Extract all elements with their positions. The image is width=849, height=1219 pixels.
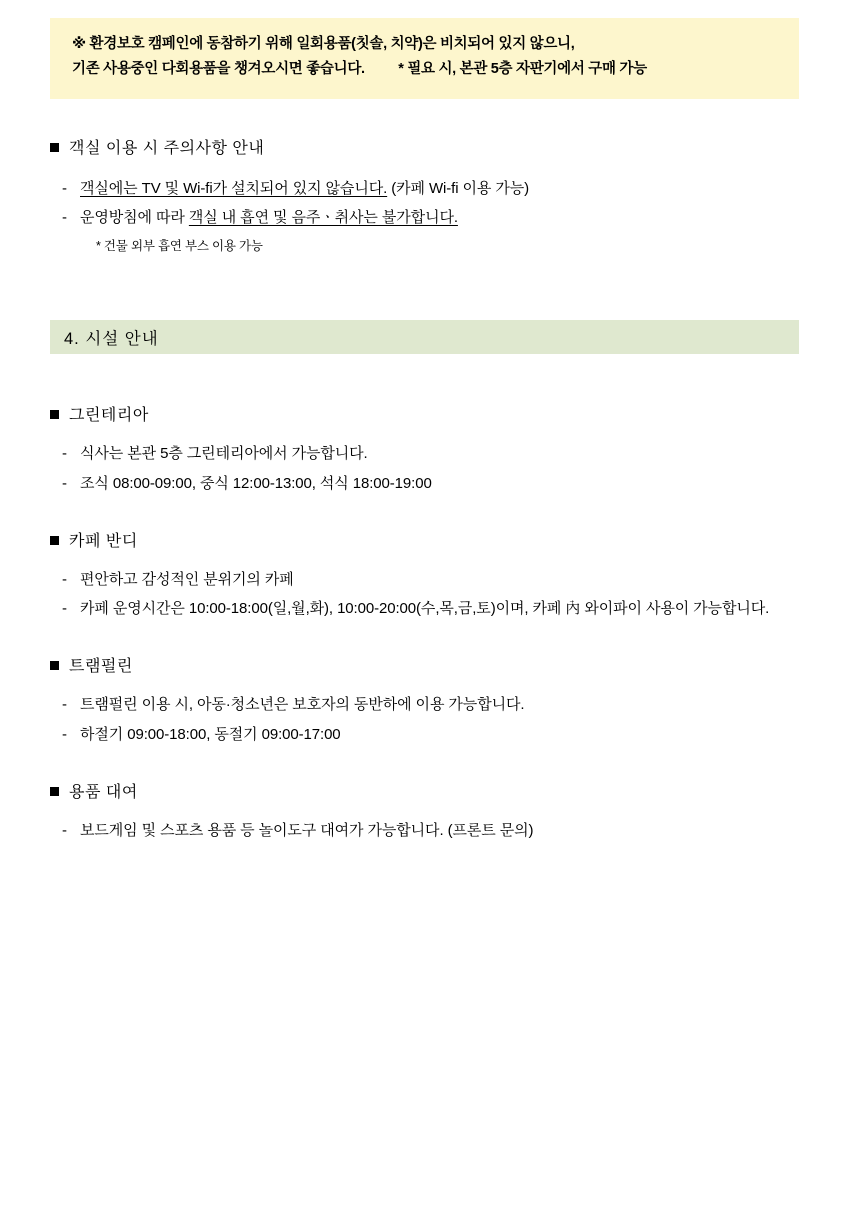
eco-notice-line-2	[72, 57, 777, 82]
facility-list	[62, 565, 799, 624]
dash-bullet-icon: -	[62, 600, 67, 617]
list-item	[62, 439, 799, 468]
square-bullet-icon	[50, 143, 59, 152]
dash-bullet-icon: -	[62, 570, 67, 588]
section-heading-room-notice	[50, 135, 799, 158]
list-item	[62, 565, 799, 594]
chapter-heading-facilities: 4. 시설 안내	[50, 320, 799, 354]
list-item-text: 하절기 09:00-18:00, 동절기 09:00-17:00	[80, 725, 341, 743]
square-bullet-icon	[50, 661, 59, 670]
list-item	[62, 816, 799, 845]
room-notice-list	[62, 174, 799, 255]
list-item-text	[80, 174, 799, 203]
document-page	[0, 18, 849, 1219]
list-item	[62, 174, 799, 203]
list-item-text: 카페 운영시간은 10:00-18:00(일,월,화), 10:00-20:00(수,목,금,토)이며, 카페 內 와이파이 사용이 가능합니다.	[80, 600, 770, 617]
list-item-text: 트램펄린 이용 시, 아동·청소년은 보호자의 동반하에 이용 가능합니다.	[80, 696, 525, 714]
facility-block	[50, 402, 799, 498]
list-item-text	[80, 203, 799, 232]
list-item-prefix: 운영방침에 따라	[80, 209, 189, 226]
eco-notice-line-2-main: 기존 사용중인 다회용품을 챙겨오시면 좋습니다.	[72, 61, 365, 78]
list-item	[62, 720, 799, 749]
list-item	[62, 203, 799, 232]
dash-bullet-icon: -	[62, 474, 67, 492]
facility-list	[62, 690, 799, 749]
room-notice-footnote: * 건물 외부 흡연 부스 이용 가능	[96, 239, 263, 254]
facility-list	[62, 439, 799, 498]
list-item	[62, 690, 799, 719]
facility-heading	[50, 653, 799, 676]
list-item-text: 조식 08:00-09:00, 중식 12:00-13:00, 석식 18:00-19:00	[80, 474, 432, 492]
list-item-text: 보드게임 및 스포츠 용품 등 놀이도구 대여가 가능합니다. (프론트 문의)	[80, 821, 534, 839]
facility-block	[50, 528, 799, 624]
square-bullet-icon	[50, 410, 59, 419]
eco-notice-line-1: ※ 환경보호 캠페인에 동참하기 위해 일회용품(칫솔, 치약)은 비치되어 있지 않으니,	[72, 36, 575, 52]
list-item-text: 식사는 본관 5층 그린테리아에서 가능합니다.	[80, 445, 368, 463]
dash-bullet-icon: -	[62, 445, 67, 463]
facility-block	[50, 653, 799, 749]
facility-name: 용품 대여	[69, 783, 138, 801]
list-item-text: 편안하고 감성적인 분위기의 카페	[80, 570, 294, 588]
dash-bullet-icon: -	[62, 179, 67, 197]
facility-block	[50, 779, 799, 845]
list-item-underlined: 객실에는 TV 및 Wi-fi가 설치되어 있지 않습니다.	[80, 179, 388, 197]
facility-heading	[50, 528, 799, 551]
dash-bullet-icon: -	[62, 725, 67, 743]
list-item-tail: (카페 Wi-fi 이용 가능)	[387, 179, 530, 197]
dash-bullet-icon: -	[62, 821, 67, 839]
facility-name: 그린테리아	[69, 407, 149, 425]
dash-bullet-icon: -	[62, 209, 67, 226]
section-heading-label: 객실 이용 시 주의사항 안내	[69, 139, 265, 157]
square-bullet-icon	[50, 536, 59, 545]
list-item	[62, 594, 799, 623]
list-item	[62, 469, 799, 498]
eco-notice-box	[50, 18, 799, 99]
facility-heading	[50, 779, 799, 802]
dash-bullet-icon: -	[62, 696, 67, 714]
facility-heading	[50, 402, 799, 425]
eco-notice-line-2-sub: * 필요 시, 본관 5층 자판기에서 구매 가능	[398, 61, 647, 78]
facility-name: 카페 반디	[69, 532, 138, 550]
facility-list	[62, 816, 799, 845]
square-bullet-icon	[50, 787, 59, 796]
list-item-underlined: 객실 내 흡연 및 음주ㆍ취사는 불가합니다.	[188, 209, 458, 226]
facility-name: 트램펄린	[69, 658, 133, 676]
